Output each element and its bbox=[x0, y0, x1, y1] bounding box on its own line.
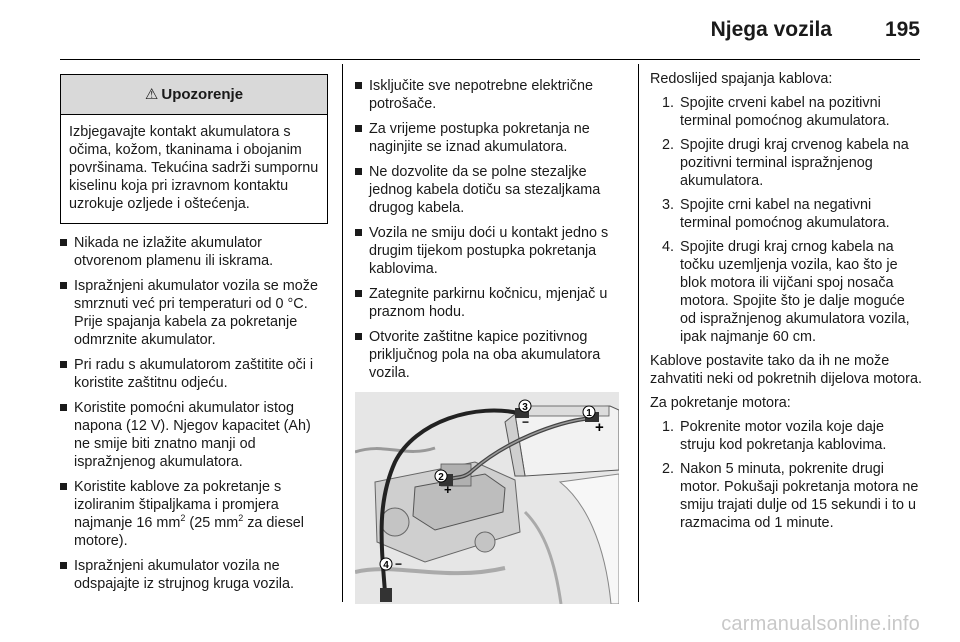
routing-note: Kablove postavite tako da ih ne može zahvatiti neki od pokretnih dijelova motora. bbox=[650, 353, 922, 387]
superscript: 2 bbox=[238, 513, 244, 524]
engine-bay-illustration bbox=[355, 392, 619, 604]
list-item bbox=[650, 94, 922, 130]
list-item: Vozila ne smiju doći u kontakt jedno s drugim tijekom postupka pokretanja kablovima. bbox=[355, 224, 625, 278]
preparation-list bbox=[355, 77, 625, 382]
column-1 bbox=[60, 70, 328, 600]
list-item bbox=[650, 460, 922, 532]
list-item: Zategnite parkirnu kočnicu, mjenjač u praznom hodu. bbox=[355, 285, 625, 321]
cable-spec-text: Koristite kablove za pokretanje s izoliranim štipaljkama i promjera najmanje 16 mm bbox=[74, 479, 282, 531]
callout-label: 3 bbox=[522, 402, 528, 413]
callout-label: 4 bbox=[383, 560, 389, 571]
page-number: 195 bbox=[884, 18, 920, 41]
cable-connection-steps bbox=[650, 94, 922, 346]
cable-order-heading: Redoslijed spajanja kablova: bbox=[650, 71, 833, 87]
step-text: Pokrenite motor vozila koje daje struju kod pokretanja kablovima. bbox=[680, 419, 887, 453]
step-text: Spojite drugi kraj crvenog kabela na pozitivni terminal ispražnjenog akumulatora. bbox=[680, 137, 909, 189]
column-2 bbox=[355, 70, 625, 604]
warning-triangle-icon: ⚠ bbox=[144, 85, 159, 103]
step-number: 3. bbox=[661, 197, 674, 213]
list-item: Za vrijeme postupka pokretanja ne naginjite se iznad akumulatora. bbox=[355, 120, 625, 156]
list-item bbox=[650, 418, 922, 454]
column-3 bbox=[650, 70, 922, 538]
step-number: 2. bbox=[661, 461, 674, 477]
chapter-title: Njega vozila bbox=[710, 18, 832, 41]
step-text: Spojite drugi kraj crnog kabela na točku uzemljenja vozila, kao što je blok motora ili vijčani spoj nosača motora. Spojite što je dalje moguće od ispražnjenog akumulatora vozila, ipak najmanje 60 cm. bbox=[680, 239, 910, 345]
list-item: Pri radu s akumulatorom zaštitite oči i koristite zaštitnu odjeću. bbox=[60, 356, 328, 392]
list-item: Koristite pomoćni akumulator istog napona (12 V). Njegov kapacitet (Ah) ne smije biti znatno manji od ispražnjenog akumulatora. bbox=[60, 399, 328, 471]
list-item bbox=[650, 136, 922, 190]
step-number: 2. bbox=[661, 137, 674, 153]
step-number: 1. bbox=[661, 419, 674, 435]
step-text: Spojite crveni kabel na pozitivni terminal pomoćnog akumulatora. bbox=[680, 95, 890, 129]
list-item: Nikada ne izlažite akumulator otvorenom plamenu ili iskrama. bbox=[60, 234, 328, 270]
superscript: 2 bbox=[180, 513, 186, 524]
step-text: Spojite crni kabel na negativni terminal pomoćnog akumulatora. bbox=[680, 197, 890, 231]
step-text: Nakon 5 minuta, pokrenite drugi motor. Pokušaji pokretanja motora ne smiju trajati dulje od 15 sekundi i to u razmacima od 1 minute. bbox=[680, 461, 919, 531]
minus-sign: − bbox=[522, 415, 530, 429]
step-number: 4. bbox=[661, 239, 674, 255]
list-item: Ispražnjeni akumulator vozila ne odspajajte iz strujnog kruga vozila. bbox=[60, 557, 328, 593]
precautions-list bbox=[60, 234, 328, 593]
header-rule bbox=[60, 59, 920, 60]
warning-header bbox=[61, 75, 327, 115]
minus-sign: − bbox=[395, 557, 403, 571]
list-item bbox=[650, 238, 922, 346]
plus-sign: + bbox=[595, 419, 604, 436]
column-divider bbox=[342, 64, 343, 602]
list-item: Otvorite zaštitne kapice pozitivnog priključnog pola na oba akumulatora vozila. bbox=[355, 328, 625, 382]
cable-spec-text: (25 mm bbox=[185, 515, 239, 531]
plus-sign: + bbox=[444, 482, 452, 497]
column-divider bbox=[638, 64, 639, 602]
list-item: Ne dozvolite da se polne stezaljke jednog kabela dotiču sa stezaljkama drugog kabela. bbox=[355, 163, 625, 217]
engine-start-steps bbox=[650, 418, 922, 532]
page-header bbox=[60, 14, 920, 48]
callout-label: 2 bbox=[438, 472, 444, 483]
warning-text: Izbjegavajte kontakt akumulatora s očima, kožom, tkaninama i obojanim površinama. Tekućina sadrži sumpornu kiselinu koja pri izravnom kontaktu uzrokuje ozljede i oštećenja. bbox=[69, 124, 319, 212]
jump-start-figure bbox=[355, 392, 619, 604]
cable-spec-text: za diesel motore). bbox=[74, 515, 304, 549]
warning-title: Upozorenje bbox=[161, 85, 244, 103]
warning-box bbox=[60, 74, 328, 224]
callout-label: 1 bbox=[586, 408, 592, 419]
start-heading: Za pokretanje motora: bbox=[650, 395, 791, 411]
watermark: carmanualsonline.info bbox=[721, 613, 920, 635]
list-item bbox=[60, 478, 328, 550]
list-item: Ispražnjeni akumulator vozila se može smrznuti već pri temperaturi od 0 °C. Prije spajanja kabela za pokretanje odmrznite akumulator. bbox=[60, 277, 328, 349]
list-item: Isključite sve nepotrebne električne potrošače. bbox=[355, 77, 625, 113]
step-number: 1. bbox=[661, 95, 674, 111]
list-item bbox=[650, 196, 922, 232]
